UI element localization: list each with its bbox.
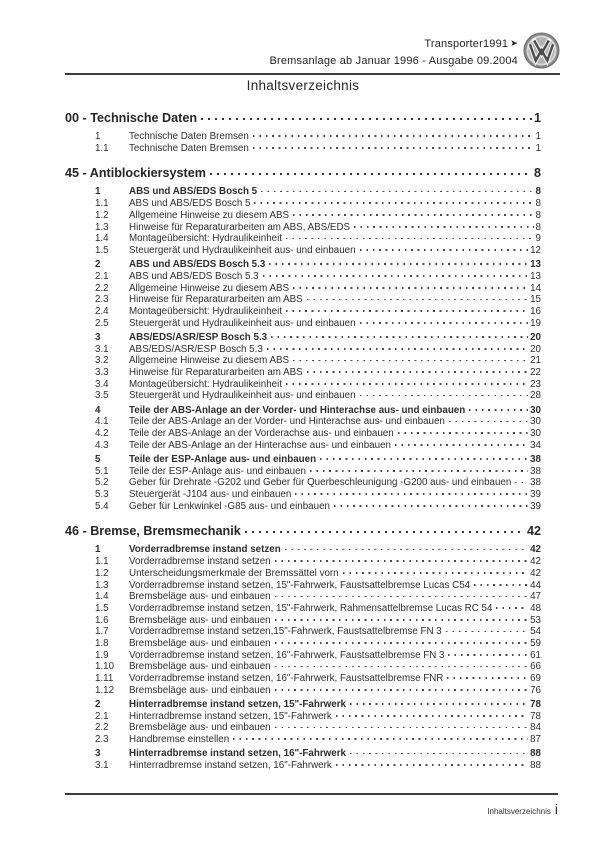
dot-leader	[285, 549, 528, 551]
toc-chapter[interactable]	[65, 524, 541, 539]
header-model-line	[269, 36, 518, 53]
toc-entry-page: 23	[530, 378, 541, 390]
toc-entry[interactable]	[65, 355, 541, 367]
dot-leader	[447, 677, 528, 679]
dot-leader	[398, 432, 528, 434]
toc-entry[interactable]	[65, 222, 541, 234]
toc-entry[interactable]	[65, 306, 541, 318]
toc-entry-title: Teile der ABS-Anlage an der Vorder- und Hinterachse aus- und einbauen	[129, 404, 466, 416]
toc-chapter-page: 42	[526, 524, 541, 539]
toc-entry-page: 12	[530, 244, 541, 256]
toc-entry-page: 8	[535, 198, 541, 210]
dot-leader	[271, 336, 528, 338]
toc-entry[interactable]	[65, 428, 541, 440]
toc-entry[interactable]	[65, 440, 541, 452]
toc-entry-number: 1	[95, 186, 101, 198]
header-subtitle: Bremsanlage ab Januar 1996 - Ausgabe 09.2004	[269, 54, 518, 67]
toc-entry-title: ABS und ABS/EDS Bosch 5	[129, 186, 258, 198]
toc-entry[interactable]	[65, 477, 541, 489]
dot-leader	[334, 505, 528, 507]
toc-entry-title: Hinweise für Reparaturarbeiten am ABS, ABS/EDS	[129, 221, 351, 233]
toc-entry-page: 20	[530, 331, 541, 343]
footer-page-number: i	[554, 801, 558, 817]
dot-leader	[320, 458, 528, 460]
toc-entry-page: 34	[530, 439, 541, 451]
toc-entry-page: 19	[530, 317, 541, 329]
toc-entry-page: 48	[530, 602, 541, 614]
toc-entry[interactable]	[65, 245, 541, 257]
toc-entry-number: 1.4	[95, 591, 109, 603]
dot-leader	[336, 715, 528, 717]
toc-entry-page: 78	[530, 699, 541, 711]
dot-leader	[269, 263, 528, 265]
toc-entry[interactable]	[65, 318, 541, 330]
toc-entry-number: 2	[95, 699, 101, 711]
toc-entry-title: Unterscheidungsmerkmale der Bremssättel vorn	[129, 567, 339, 579]
toc-entry-title: Vorderradbremse instand setzen, 16"-Fahrwerk, Faustsattelbremse FNR	[129, 673, 444, 685]
toc-entry-number: 5.1	[95, 465, 109, 477]
toc-entry-page: 38	[530, 477, 541, 489]
toc-entry-number: 4.1	[95, 416, 109, 428]
toc-entry-number: 5.3	[95, 488, 109, 500]
toc-entry-title: Teile der ESP-Anlage aus- und einbauen	[129, 453, 317, 465]
toc-entry-number: 2.2	[95, 722, 109, 734]
dot-leader	[310, 470, 528, 472]
toc-entry-number: 3.5	[95, 390, 109, 402]
toc-entry-page: 38	[530, 453, 541, 465]
toc-entry[interactable]	[65, 711, 541, 723]
toc-entry-number: 2.3	[95, 294, 109, 306]
footer	[487, 801, 558, 817]
toc-entry-page: 30	[530, 404, 541, 416]
toc-entry[interactable]	[65, 603, 541, 615]
toc-entry-number: 4.2	[95, 427, 109, 439]
toc-entry[interactable]	[65, 626, 541, 638]
toc-entry-page: 66	[530, 661, 541, 673]
dot-leader	[286, 383, 528, 385]
dot-leader	[515, 482, 528, 484]
dot-leader	[275, 642, 528, 644]
toc-entry[interactable]	[65, 416, 541, 428]
toc-entry-title: Bremsbeläge aus- und einbauen	[129, 638, 271, 650]
toc-entry-title: Geber für Lenkwinkel -G85 aus- und einbauen	[129, 500, 330, 512]
dot-leader	[210, 173, 532, 175]
dot-leader	[307, 299, 528, 301]
toc-entry-number: 1.8	[95, 638, 109, 650]
dot-leader	[295, 493, 528, 495]
toc-entry-page: 39	[530, 488, 541, 500]
dot-leader	[360, 395, 529, 397]
dot-leader	[474, 584, 528, 586]
toc-entry-page: 13	[530, 270, 541, 282]
toc-entry-page: 87	[530, 734, 541, 746]
toc-entry[interactable]	[65, 332, 541, 344]
toc-entry-page: 59	[530, 638, 541, 650]
dot-leader	[293, 214, 533, 216]
toc-entry-number: 1.1	[95, 556, 109, 568]
toc-entry-title: Steuergerät -J104 aus- und einbauen	[129, 488, 292, 500]
toc-entry-page: 42	[530, 567, 541, 579]
toc-entry[interactable]	[65, 699, 541, 711]
toc-entry-title: Hinweise für Reparaturarbeiten am ABS	[129, 294, 303, 306]
toc-entry[interactable]	[65, 131, 541, 143]
dot-leader	[395, 444, 528, 446]
toc-entry-page: 88	[530, 760, 541, 772]
toc-entry-title: ABS/EDS/ASR/ESP Bosch 5.3	[129, 343, 263, 355]
toc-entry-number: 1.10	[95, 661, 115, 673]
toc-entry[interactable]	[65, 294, 541, 306]
toc-entry-number: 2.4	[95, 305, 109, 317]
dot-leader	[336, 764, 528, 766]
dot-leader	[275, 727, 528, 729]
toc-entry-number: 1.9	[95, 649, 109, 661]
toc-entry-title: Handbremse einstellen	[129, 734, 230, 746]
toc-entry[interactable]	[65, 367, 541, 379]
toc-entry-number: 1	[95, 544, 101, 556]
toc-entry-title: ABS und ABS/EDS Bosch 5	[129, 198, 251, 210]
toc-entry[interactable]	[65, 568, 541, 580]
toc-entry-page: 42	[530, 544, 541, 556]
toc-entry[interactable]	[65, 405, 541, 417]
toc-entry-title: Allgemeine Hinweise zu diesem ABS	[129, 209, 290, 221]
toc-entry-number: 1.12	[95, 684, 115, 696]
dot-leader	[350, 703, 528, 705]
toc-entry-number: 1.6	[95, 614, 109, 626]
toc-entry-title: Hinterradbremse instand setzen, 16"-Fahrwerk	[129, 760, 332, 772]
toc-entry-title: Technische Daten Bremsen	[129, 131, 249, 142]
dot-leader	[267, 348, 528, 350]
dot-leader	[343, 572, 528, 574]
dot-leader	[496, 607, 528, 609]
toc-entry-number: 1.1	[95, 142, 109, 154]
dot-leader	[261, 191, 533, 193]
toc-entry-title: ABS und ABS/EDS Bosch 5.3	[129, 259, 266, 271]
dot-leader	[254, 202, 533, 204]
toc-entry-page: 1	[535, 131, 541, 142]
toc-entry-number: 1.1	[95, 198, 109, 210]
toc-entry[interactable]	[65, 186, 541, 198]
toc-entry-title: Hinterradbremse instand setzen, 15"-Fahrwerk	[129, 710, 332, 722]
toc-entry-number: 1.4	[95, 233, 109, 245]
toc-entry-number: 2.1	[95, 710, 109, 722]
dot-leader	[275, 666, 528, 668]
toc-entry-page: 20	[530, 343, 541, 355]
toc-entry-title: Montageübersicht: Hydraulikeinheit	[129, 233, 283, 245]
toc-entry[interactable]	[65, 198, 541, 210]
toc-entry[interactable]	[65, 544, 541, 556]
toc-entry-title: Teile der ABS-Anlage an der Vorderachse aus- und einbauen	[129, 427, 394, 439]
toc-entry-page: 78	[530, 710, 541, 722]
dot-leader	[307, 371, 528, 373]
toc-entry-title: Steuergerät und Hydraulikeinheit aus- und einbauen	[129, 390, 356, 402]
toc-entry-number: 4	[95, 404, 101, 416]
toc-entry-title: ABS und ABS/EDS Bosch 5.3	[129, 270, 259, 282]
toc-entry[interactable]	[65, 233, 541, 245]
dot-leader	[263, 275, 528, 277]
dot-leader	[253, 135, 534, 137]
dot-leader	[275, 560, 529, 562]
toc-entry-number: 2	[95, 259, 101, 271]
toc-entry-page: 16	[530, 305, 541, 317]
toc-entry-page: 44	[530, 579, 541, 591]
toc-entry-number: 3.4	[95, 378, 109, 390]
toc-entry-page: 42	[530, 556, 541, 568]
toc-entry-title: Teile der ESP-Anlage aus- und einbauen	[129, 465, 307, 477]
footer-label: Inhaltsverzeichnis	[487, 807, 551, 816]
toc-entry[interactable]	[65, 748, 541, 760]
dot-leader	[233, 738, 528, 740]
toc-entry-page: 1	[535, 142, 541, 154]
toc-entry-page: 54	[530, 626, 541, 638]
dot-leader	[253, 147, 534, 149]
toc-entry-page: 47	[530, 591, 541, 603]
toc-entry-title: Bremsbeläge aus- und einbauen	[129, 614, 271, 626]
toc-entry-title: Vorderradbremse instand setzen	[129, 556, 271, 568]
toc-entry-number: 5.4	[95, 500, 109, 512]
toc-entry[interactable]	[65, 615, 541, 627]
toc-entry-title: Bremsbeläge aus- und einbauen	[129, 684, 271, 696]
toc-entry[interactable]	[65, 760, 541, 772]
toc-entry-page: 38	[530, 465, 541, 477]
toc-chapter-page: 8	[533, 166, 541, 181]
header	[269, 36, 518, 69]
dot-leader	[275, 689, 528, 691]
toc-chapter-label: 45 - Antiblockiersystem	[65, 166, 206, 181]
toc-entry[interactable]	[65, 259, 541, 271]
toc-entry[interactable]	[65, 661, 541, 673]
toc	[65, 107, 541, 772]
toc-entry-title: ABS/EDS/ASR/ESP Bosch 5.3	[129, 331, 268, 343]
toc-chapter[interactable]	[65, 111, 541, 126]
toc-entry-title: Bremsbeläge aus- und einbauen	[129, 591, 271, 603]
toc-entry-page: 13	[530, 259, 541, 271]
dot-leader	[293, 360, 528, 362]
toc-entry-number: 1.3	[95, 579, 109, 591]
toc-entry-title: Hinterradbremse instand setzen, 15"-Fahrwerk	[129, 699, 346, 711]
page-title: Inhaltsverzeichnis	[246, 78, 360, 93]
toc-entry-number: 5	[95, 453, 101, 465]
toc-entry-page: 8	[535, 186, 541, 198]
toc-entry-number: 5.2	[95, 477, 109, 489]
toc-entry-page: 30	[530, 416, 541, 428]
toc-entry-number: 4.3	[95, 439, 109, 451]
toc-entry[interactable]	[65, 466, 541, 478]
toc-entry[interactable]	[65, 734, 541, 746]
vw-logo	[523, 32, 560, 69]
toc-entry[interactable]	[65, 390, 541, 402]
toc-entry-number: 1.5	[95, 244, 109, 256]
toc-entry-number: 2.2	[95, 282, 109, 294]
dot-leader	[275, 596, 528, 598]
toc-entry[interactable]	[65, 556, 541, 568]
toc-entry[interactable]	[65, 591, 541, 603]
toc-entry[interactable]	[65, 650, 541, 662]
toc-entry[interactable]	[65, 722, 541, 734]
toc-entry-title: Vorderradbremse instand setzen, 15"-Fahrwerk, Rahmensattelbremse Lucas RC 54	[129, 602, 493, 614]
toc-entry-page: 76	[530, 684, 541, 696]
toc-entry[interactable]	[65, 271, 541, 283]
dot-leader	[286, 310, 528, 312]
dot-leader	[360, 322, 529, 324]
toc-chapter-label: 00 - Technische Daten	[65, 111, 198, 125]
toc-entry-number: 3	[95, 331, 101, 343]
toc-entry-page: 9	[535, 233, 541, 245]
toc-entry-number: 1.11	[95, 673, 114, 685]
toc-entry[interactable]	[65, 454, 541, 466]
dot-leader	[469, 409, 528, 411]
toc-entry-page: 53	[530, 614, 541, 626]
dot-leader	[448, 654, 528, 656]
footer-rule	[65, 793, 558, 795]
toc-entry-title: Vorderradbremse instand setzen	[129, 544, 281, 556]
toc-entry-title: Hinterradbremse instand setzen, 16"-Fahrwerk	[129, 748, 346, 760]
toc-entry[interactable]	[65, 143, 541, 155]
toc-entry-page: 69	[530, 673, 541, 685]
dot-leader	[360, 249, 529, 251]
toc-chapter[interactable]	[65, 166, 541, 181]
toc-entry-number: 2.1	[95, 270, 109, 282]
toc-entry[interactable]	[65, 210, 541, 222]
toc-entry-page: 22	[530, 366, 541, 378]
toc-entry-page: 39	[530, 500, 541, 512]
toc-entry-page: 15	[530, 294, 541, 306]
vw-logo-icon	[523, 32, 560, 69]
toc-entry-title: Vorderradbremse instand setzen, 16"-Fahrwerk, Faustsattelbremse FN 3	[129, 649, 445, 661]
toc-entry-title: Vorderradbremse instand setzen,15"-Fahrwerk, Faustsattelbremse FN 3	[129, 626, 442, 638]
toc-entry-title: Teile der ABS-Anlage an der Hinterachse aus- und einbauen	[129, 439, 391, 451]
toc-entry[interactable]	[65, 638, 541, 650]
toc-entry-title: Steuergerät und Hydraulikeinheit aus- und einbauen	[129, 244, 356, 256]
toc-entry[interactable]	[65, 685, 541, 697]
toc-entry[interactable]	[65, 673, 541, 685]
toc-entry-title: Technische Daten Bremsen	[129, 142, 249, 154]
toc-chapter-label: 46 - Bremse, Bremsmechanik	[65, 524, 241, 539]
dot-leader	[449, 421, 528, 423]
toc-entry-title: Teile der ABS-Anlage an der Vorder- und Hinterachse aus- und einbauen	[129, 416, 445, 428]
header-rule	[65, 73, 560, 75]
toc-entry-number: 3.2	[95, 355, 109, 367]
toc-entry-number: 1.2	[95, 567, 109, 579]
dot-leader	[446, 631, 528, 633]
toc-entry-number: 1	[95, 131, 101, 142]
toc-entry-title: Bremsbeläge aus- und einbauen	[129, 661, 271, 673]
toc-entry[interactable]	[65, 580, 541, 592]
toc-entry-title: Allgemeine Hinweise zu diesem ABS	[129, 355, 290, 367]
toc-entry-page: 21	[530, 355, 541, 367]
toc-entry[interactable]	[65, 379, 541, 391]
toc-entry-page: 88	[530, 748, 541, 760]
toc-entry[interactable]	[65, 344, 541, 356]
toc-entry[interactable]	[65, 489, 541, 501]
toc-entry-title: Montageübersicht: Hydraulikeinheit	[129, 305, 283, 317]
toc-entry-title: Geber für Drehrate -G202 und Geber für Querbeschleunigung -G200 aus- und einbauen	[129, 477, 512, 489]
toc-entry-title: Vorderradbremse instand setzen, 15"-Fahrwerk, Faustsattelbremse Lucas C54	[129, 579, 471, 591]
toc-entry-title: Bremsbeläge aus- und einbauen	[129, 722, 271, 734]
toc-entry-page: 61	[530, 649, 541, 661]
toc-entry[interactable]	[65, 501, 541, 513]
arrow-right-icon: ➤	[510, 38, 518, 48]
dot-leader	[354, 226, 533, 228]
toc-entry-number: 1.2	[95, 209, 109, 221]
toc-entry-title: Allgemeine Hinweise zu diesem ABS	[129, 282, 290, 294]
toc-entry-page: 8	[535, 209, 541, 221]
toc-entry-number: 3	[95, 748, 101, 760]
model-label: Transporter1991	[424, 38, 509, 50]
toc-entry-number: 2.3	[95, 734, 109, 746]
toc-entry-number: 1.5	[95, 602, 109, 614]
toc-entry-number: 3.3	[95, 366, 109, 378]
toc-entry-number: 3.1	[95, 343, 109, 355]
toc-entry-number: 2.5	[95, 317, 109, 329]
toc-entry-number: 3.1	[95, 760, 109, 772]
toc-entry-number: 1.3	[95, 221, 109, 233]
dot-leader	[286, 238, 534, 240]
dot-leader	[201, 118, 532, 120]
toc-entry-page: 14	[530, 282, 541, 294]
dot-leader	[275, 619, 528, 621]
dot-leader	[293, 287, 528, 289]
dot-leader	[350, 753, 528, 755]
toc-entry-title: Steuergerät und Hydraulikeinheit aus- und einbauen	[129, 317, 356, 329]
toc-entry-page: 84	[530, 722, 541, 734]
toc-entry-title: Montageübersicht: Hydraulikeinheit	[129, 378, 283, 390]
toc-entry-page: 8	[535, 221, 541, 233]
toc-entry-title: Hinweise für Reparaturarbeiten am ABS	[129, 366, 303, 378]
toc-entry[interactable]	[65, 283, 541, 295]
toc-chapter-page: 1	[533, 111, 541, 125]
toc-entry-page: 30	[530, 427, 541, 439]
toc-entry-number: 1.7	[95, 626, 109, 638]
dot-leader	[245, 531, 525, 533]
toc-entry-page: 28	[530, 390, 541, 402]
